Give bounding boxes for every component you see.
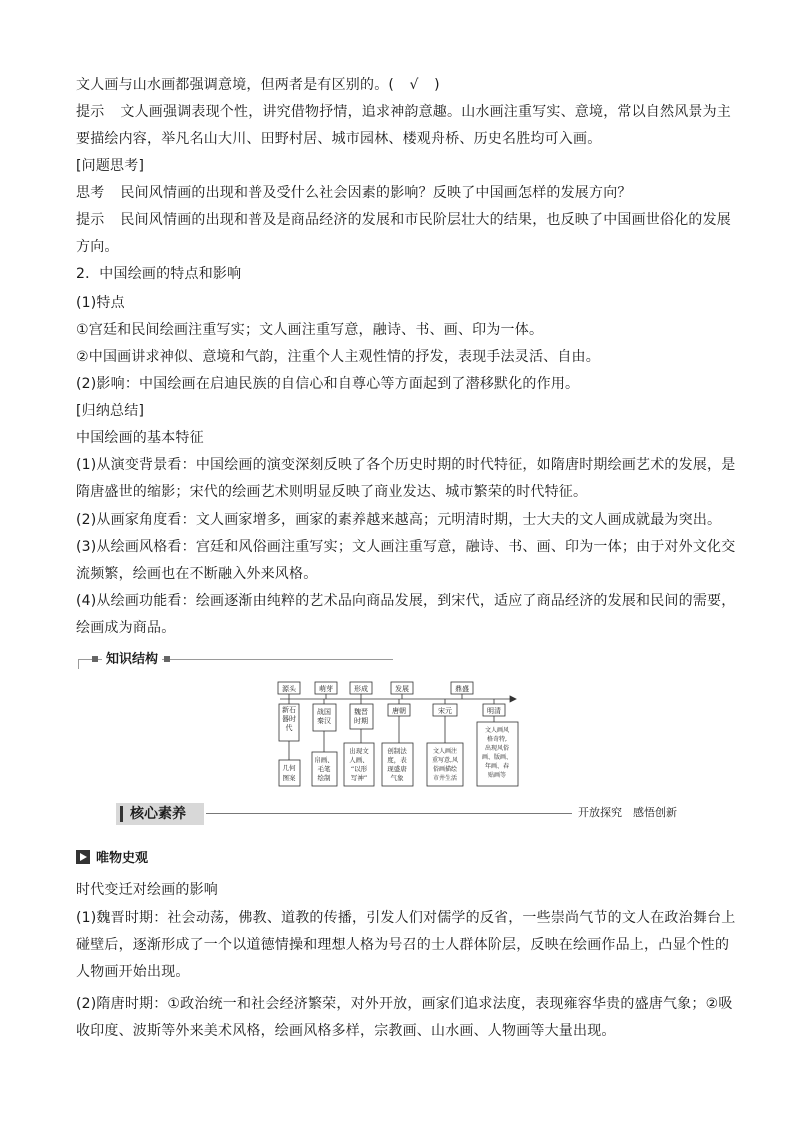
svg-text:格奇特,: 格奇特, — [487, 736, 507, 743]
stage-label: 源头 — [282, 685, 296, 693]
text-line: 时代变迁对绘画的影响 — [76, 882, 218, 898]
text-line: (3)从绘画风格看：宫廷和风俗画注重写实；文人画注重写意，融诗、书、画、印为一体；由于对外文化交 — [76, 539, 736, 555]
text-line: (2)从画家角度看：文人画家增多，画家的素养越来越高；元明清时期，士大夫的文人画成就最为突出。 — [76, 512, 722, 528]
think-label: 思考 — [76, 185, 105, 201]
svg-text:文人画注: 文人画注 — [432, 748, 458, 755]
svg-text:度，表: 度，表 — [387, 756, 407, 764]
svg-text:绘制: 绘制 — [317, 774, 331, 782]
text-line: 碰壁后，逐渐形成了一个以道德情操和理想人格为号召的士人群体阶层，反映在绘画作品上，凸显个性的 — [76, 937, 730, 953]
knowledge-structure-diagram — [274, 679, 524, 789]
svg-text:重写意,风: 重写意,风 — [432, 757, 458, 764]
subheading: (1)特点 — [76, 295, 125, 311]
period-tang: 唐朝 — [392, 707, 406, 715]
text-line: 人物画开始出现。 — [76, 964, 190, 980]
core-literacy-subtitle: 开放探究 感悟创新 — [578, 806, 677, 819]
svg-text:图案: 图案 — [282, 774, 296, 782]
core-literacy-bar — [116, 803, 204, 825]
text-line: ①宫廷和民间绘画注重写实；文人画注重写意，融诗、书、画、印为一体。 — [76, 322, 544, 338]
text-line: (1)魏晋时期：社会动荡，佛教、道教的传播，引发人们对儒学的反省，一些崇尚气节的文人在政治舞台上 — [76, 910, 736, 926]
section-heading: 2．中国绘画的特点和影响 — [76, 266, 242, 282]
svg-text:器时: 器时 — [282, 715, 296, 723]
svg-text:秦汉: 秦汉 — [317, 717, 331, 725]
square-icon — [92, 656, 98, 662]
svg-text:创制法: 创制法 — [387, 747, 407, 755]
hint-label: 提示 — [76, 104, 105, 120]
text-line: (1)从演变背景看：中国绘画的演变深刻反映了各个历史时期的时代特征，如隋唐时期绘画艺术的发展，是 — [76, 457, 736, 473]
period-songyuan: 宋元 — [438, 707, 452, 715]
question-heading: [问题思考] — [76, 158, 145, 174]
text-line: 中国绘画的基本特征 — [76, 430, 204, 446]
svg-text:代: 代 — [285, 724, 293, 732]
text-line: (2)影响：中国绘画在启迪民族的自信心和自尊心等方面起到了潜移默化的作用。 — [76, 376, 580, 392]
stage-label: 鼎盛 — [455, 685, 469, 693]
text-line: 流频繁，绘画也在不断融入外来风格。 — [76, 566, 318, 582]
text-line: 要描绘内容，举凡名山大川、田野村居、城市园林、楼观舟桥、历史名胜均可入画。 — [76, 131, 602, 147]
svg-text:几何: 几何 — [282, 764, 296, 772]
stage-label: 形成 — [354, 685, 368, 693]
hint-label: 提示 — [76, 212, 105, 228]
text-line: 绘画成为商品。 — [76, 620, 176, 636]
square-icon — [164, 656, 170, 662]
hint-line — [76, 211, 731, 229]
svg-text:文人画风: 文人画风 — [484, 727, 510, 734]
svg-text:时期: 时期 — [354, 717, 368, 725]
text-line: (4)从绘画功能看：绘画逐渐由纯粹的艺术品向商品发展，到宋代，适应了商品经济的发展和民间的需要， — [76, 593, 736, 609]
svg-text:魏晋: 魏晋 — [354, 708, 368, 716]
text-line: ②中国画讲求神似、意境和气韵，注重个人主观性情的抒发，表现手法灵活、自由。 — [76, 349, 600, 365]
text-line: 收印度、波斯等外来美术风格，绘画风格多样，宗教画、山水画、人物画等大量出现。 — [76, 1023, 616, 1039]
svg-text:年画、春: 年画、春 — [484, 763, 510, 770]
statement-text: 文人画与山水画都强调意境，但两者是有区别的。( — [76, 77, 395, 93]
play-icon — [76, 850, 90, 864]
svg-text:现盛唐: 现盛唐 — [387, 765, 407, 773]
think-text: 民间风情画的出现和普及受什么社会因素的影响？反映了中国画怎样的发展方向？ — [120, 185, 632, 201]
svg-text:人画、: 人画、 — [349, 756, 369, 764]
statement-close: ) — [434, 77, 440, 93]
svg-text:写神”: 写神” — [350, 774, 368, 782]
svg-text:贴画等: 贴画等 — [487, 772, 507, 779]
core-literacy-title: 核心素养 — [130, 806, 186, 822]
svg-text:画、版画、: 画、版画、 — [481, 754, 513, 761]
svg-text:市井生活: 市井生活 — [432, 775, 458, 782]
check-mark: √ — [409, 77, 419, 93]
think-line — [76, 184, 632, 202]
knowledge-structure-title: 知识结构 — [102, 652, 162, 668]
knowledge-structure-header — [78, 652, 393, 668]
hint-text: 民间风情画的出现和普及是商品经济的发展和市民阶层壮大的结果，也反映了中国画世俗化的发展 — [120, 212, 732, 228]
summary-heading: [归纳总结] — [76, 403, 145, 419]
svg-text:气象: 气象 — [390, 774, 404, 782]
hint-line — [76, 103, 731, 121]
period-mingqing: 明清 — [487, 707, 501, 715]
svg-text:出现风俗: 出现风俗 — [484, 745, 510, 752]
svg-text:新石: 新石 — [282, 706, 296, 714]
core-literacy-header — [116, 801, 716, 825]
svg-text:毛笔: 毛笔 — [317, 765, 331, 773]
hint-text: 文人画强调表现个性，讲究借物抒情，追求神韵意趣。山水画注重写实、意境，常以自然风景为主 — [120, 104, 732, 120]
svg-text:“以形: “以形 — [350, 765, 368, 773]
svg-text:战国: 战国 — [317, 708, 331, 716]
text-line: 方向。 — [76, 239, 119, 255]
statement-line — [76, 76, 440, 94]
svg-text:帛画、: 帛画、 — [314, 756, 334, 764]
stage-label: 萌芽 — [319, 685, 333, 693]
svg-text:俗画描绘: 俗画描绘 — [432, 766, 458, 773]
section-title: 唯物史观 — [96, 851, 149, 866]
text-line: 隋唐盛世的缩影；宋代的绘画艺术则明显反映了商业发达、城市繁荣的时代特征。 — [76, 484, 588, 500]
svg-text:出现文: 出现文 — [349, 747, 369, 755]
text-line: (2)隋唐时期：①政治统一和社会经济繁荣，对外开放，画家们追求法度，表现雍容华贵的盛唐气象；②吸 — [76, 996, 733, 1012]
section-heading — [76, 848, 148, 864]
stage-label: 发展 — [395, 685, 409, 693]
